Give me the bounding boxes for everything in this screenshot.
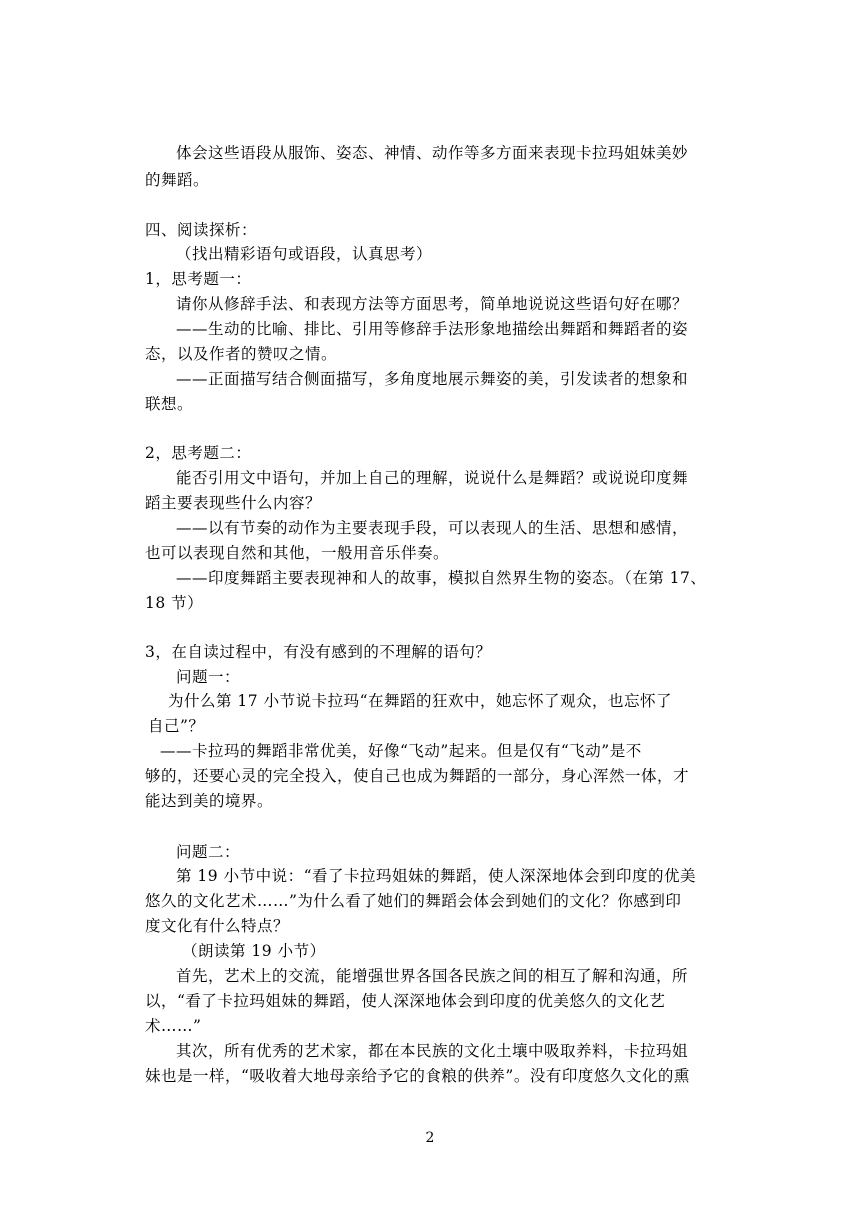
text-line: 首先，艺术上的交流，能增强世界各国各民族之间的相互了解和沟通，所 [176,967,689,985]
section-heading: 四、阅读探析： [145,221,258,239]
sub-question-label: 问题二： [176,843,241,861]
text-line: 术……” [145,1017,202,1035]
text-line: 能否引用文中语句，并加上自己的理解，说说什么是舞蹈？或说说印度舞 [176,469,689,487]
question-heading: 2，思考题二： [145,444,252,462]
text-line: 的舞蹈。 [145,171,210,189]
text-line: ——印度舞蹈主要表现神和人的故事，模拟自然界生物的姿态。（在第 17、 [176,569,707,587]
text-line: ——以有节奏的动作为主要表现手段，可以表现人的生活、思想和感情， [176,519,689,537]
text-line: ——正面描写结合侧面描写，多角度地展示舞姿的美，引发读者的想象和 [176,370,689,388]
text-line: 第 19 小节中说：“看了卡拉玛姐妹的舞蹈，使人深深地体会到印度的优美 [176,867,697,885]
text-line: 态，以及作者的赞叹之情。 [145,345,338,363]
text-line: 蹈主要表现些什么内容？ [145,494,322,512]
text-line: 请你从修辞手法、和表现方法等方面思考，简单地说说这些语句好在哪？ [176,295,689,313]
text-line: 也可以表现自然和其他，一般用音乐伴奏。 [145,544,450,562]
sub-question-label: 问题一： [176,668,241,686]
text-line: （找出精彩语句或语段，认真思考） [176,245,433,263]
page-number: 2 [425,1130,435,1146]
text-line: 度文化有什么特点？ [145,917,290,935]
text-line: 悠久的文化艺术……”为什么看了她们的舞蹈会体会到她们的文化？你感到印 [145,892,682,910]
text-line: 能达到美的境界。 [145,792,274,810]
question-heading: 1，思考题一： [145,270,252,288]
text-line: ——卡拉玛的舞蹈非常优美，好像“飞动”起来。但是仅有“飞动”是不 [160,742,642,760]
text-line: 为什么第 17 小节说卡拉玛“在舞蹈的狂欢中，她忘怀了观众，也忘怀了 [168,692,673,710]
text-line: 其次，所有优秀的艺术家，都在本民族的文化土壤中吸取养料，卡拉玛姐 [176,1042,689,1060]
text-line: 自己”？ [148,717,205,735]
text-line: （朗读第 19 小节） [182,942,326,960]
text-line: 以，“看了卡拉玛姐妹的舞蹈，使人深深地体会到印度的优美悠久的文化艺 [145,992,666,1010]
text-line: ——生动的比喻、排比、引用等修辞手法形象地描绘出舞蹈和舞蹈者的姿 [176,320,689,338]
text-line: 联想。 [145,395,194,413]
question-heading: 3，在自读过程中，有没有感到的不理解的语句？ [145,643,492,661]
text-line: 够的，还要心灵的完全投入，使自己也成为舞蹈的一部分，身心浑然一体，才 [145,767,690,785]
text-line: 体会这些语段从服饰、姿态、神情、动作等多方面来表现卡拉玛姐妹美妙 [176,144,689,162]
text-line: 妹也是一样，“吸收着大地母亲给予它的食粮的供养”。没有印度悠久文化的熏 [145,1067,690,1085]
text-line: 18 节） [145,594,204,612]
